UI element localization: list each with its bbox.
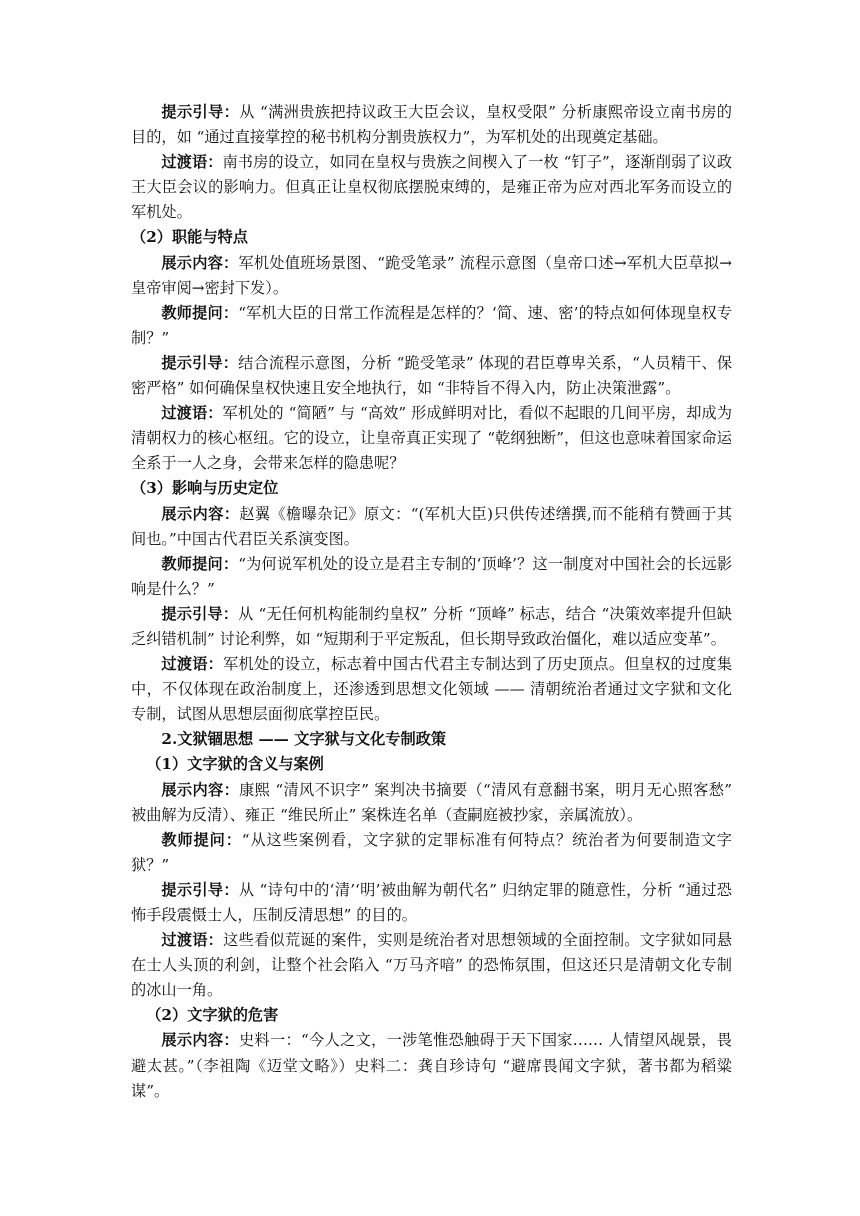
paragraph-lead-label: 教师提问： bbox=[161, 303, 239, 322]
body-paragraph bbox=[131, 100, 732, 150]
paragraph-lead-label: 提示引导： bbox=[161, 604, 239, 623]
paragraph-lead-label: 展示内容： bbox=[161, 1031, 239, 1050]
paragraph-text: 军机处的设立，标志着中国古代君主专制达到了历史顶点。但皇权的过度集中，不仅体现在政治制度上，还渗透到思想文化领域 —— 清朝统治者通过文字狱和文化专制，试图从思想层面彻底掌控臣民。 bbox=[131, 655, 733, 724]
paragraph-lead-label: 过渡语： bbox=[161, 931, 224, 950]
paragraph-text: 从 “无任何机构能制约皇权” 分析 “顶峰” 标志，结合 “决策效率提升但缺乏纠错机制” 讨论利弊，如 “短期利于平定叛乱，但长期导致政治僵化，难以适应变革”。 bbox=[131, 604, 732, 648]
paragraph-lead-label: 展示内容： bbox=[161, 253, 239, 272]
paragraph-text: “军机大臣的日常工作流程是怎样的？‘简、速、密’的特点如何体现皇权专制？” bbox=[131, 303, 733, 347]
body-paragraph bbox=[131, 1028, 732, 1103]
section-heading: 2.文狱锢思想 —— 文字狱与文化专制政策 bbox=[161, 730, 447, 749]
paragraph-lead-label: 展示内容： bbox=[161, 504, 240, 523]
body-paragraph bbox=[131, 828, 732, 878]
body-paragraph bbox=[131, 652, 732, 727]
paragraph-text: “为何说军机处的设立是君主专制的‘顶峰’？这一制度对中国社会的长远影响是什么？” bbox=[131, 554, 733, 598]
paragraph-lead-label: 展示内容： bbox=[161, 780, 240, 799]
body-paragraph bbox=[131, 401, 732, 476]
body-paragraph bbox=[131, 351, 732, 401]
body-paragraph bbox=[131, 251, 732, 301]
paragraph-text: “从这些案例看，文字狱的定罪标准有何特点？统治者为何要制造文字狱？” bbox=[131, 830, 732, 874]
paragraph-lead-label: 教师提问： bbox=[161, 554, 239, 573]
body-paragraph bbox=[131, 878, 732, 928]
paragraph-lead-label: 提示引导： bbox=[161, 880, 239, 899]
paragraph-text: 南书房的设立，如同在皇权与贵族之间楔入了一枚 “钉子”，逐渐削弱了议政王大臣会议的影响力。但真正让皇权彻底摆脱束缚的，是雍正帝为应对西北军务而设立的军机处。 bbox=[131, 153, 733, 222]
body-paragraph bbox=[131, 602, 732, 652]
subsection-heading: （2）职能与特点 bbox=[131, 228, 248, 247]
subsection-heading: （3）影响与历史定位 bbox=[131, 479, 279, 498]
subsection-heading: （1）文字狱的含义与案例 bbox=[146, 755, 324, 774]
paragraph-text: 从 “满洲贵族把持议政王大臣会议，皇权受限” 分析康熙帝设立南书房的目的，如 “通过直接掌控的秘书机构分割贵族权力”，为军机处的出现奠定基础。 bbox=[131, 103, 732, 147]
paragraph-lead-label: 教师提问： bbox=[161, 830, 242, 849]
paragraph-text: 结合流程示意图，分析 “跪受笔录” 体现的君臣尊卑关系，“人员精干、保密严格” 如何确保皇权快速且安全地执行，如 “非特旨不得入内，防止决策泄露”。 bbox=[131, 353, 733, 398]
paragraph-lead-label: 过渡语： bbox=[161, 404, 223, 423]
paragraph-text: 康熙 “清风不识字” 案判决书摘要（“清风有意翻书案，明月无心照客愁” 被曲解为反清）、雍正 “维民所止” 案株连名单（查嗣庭被抄家，亲属流放）。 bbox=[131, 780, 732, 824]
paragraph-text: 赵翼《檐曝杂记》原文：“(军机大臣)只供传述缮撰,而不能稍有赞画于其间也。”中国古代君臣关系演变图。 bbox=[131, 504, 733, 548]
subsection-heading: （2）文字狱的危害 bbox=[146, 1006, 279, 1025]
paragraph-lead-label: 提示引导： bbox=[161, 353, 239, 372]
body-paragraph bbox=[131, 502, 732, 552]
paragraph-text: 从 “诗句中的‘清’‘明’被曲解为朝代名” 归纳定罪的随意性，分析 “通过恐怖手段震慑士人，压制反清思想” 的目的。 bbox=[131, 880, 732, 924]
paragraph-text: 军机处的 “简陋” 与 “高效” 形成鲜明对比，看似不起眼的几间平房，却成为清朝权力的核心枢纽。它的设立，让皇帝真正实现了 “乾纲独断”，但这也意味着国家命运全系于一人之身，会带来怎样的隐患呢？ bbox=[131, 404, 733, 473]
paragraph-lead-label: 提示引导： bbox=[161, 103, 240, 121]
body-paragraph bbox=[131, 552, 732, 602]
paragraph-text: 这些看似荒诞的案件，实则是统治者对思想领域的全面控制。文字狱如同悬在士人头顶的利剑，让整个社会陷入 “万马齐喑” 的恐怖氛围，但这还只是清朝文化专制的冰山一角。 bbox=[131, 931, 733, 1000]
paragraph-lead-label: 过渡语： bbox=[161, 655, 224, 674]
paragraph-text: 军机处值班场景图、“跪受笔录” 流程示意图（皇帝口述→军机大臣草拟→皇帝审阅→密封下发）。 bbox=[131, 253, 732, 297]
paragraph-text: 史料一：“今人之文，一涉笔惟恐触碍于天下国家…… 人情望风觇景，畏避太甚。”（李祖陶《迈堂文略》）史料二：龚自珍诗句 “避席畏闻文字狱，著书都为稻粱谋”。 bbox=[131, 1031, 732, 1100]
body-paragraph bbox=[131, 301, 732, 351]
body-paragraph bbox=[131, 928, 732, 1003]
body-paragraph bbox=[131, 150, 732, 225]
paragraph-lead-label: 过渡语： bbox=[161, 153, 223, 172]
body-paragraph bbox=[131, 778, 732, 828]
